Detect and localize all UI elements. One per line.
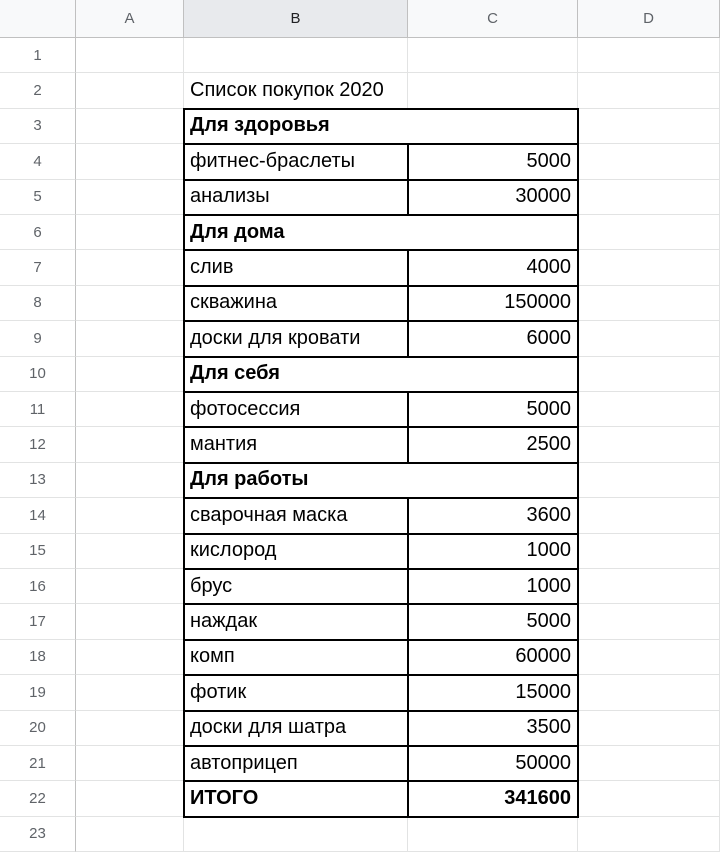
item-value-cell[interactable]: 4000 — [408, 250, 578, 285]
cell-d[interactable] — [578, 675, 720, 710]
cell-a[interactable] — [76, 604, 184, 639]
cell-d[interactable] — [578, 463, 720, 498]
column-header-b[interactable]: B — [184, 0, 408, 38]
cell-a[interactable] — [76, 38, 184, 73]
cell-a[interactable] — [76, 746, 184, 781]
select-all-corner[interactable] — [0, 0, 76, 38]
item-name-cell[interactable]: скважина — [184, 286, 408, 321]
item-name-cell[interactable]: доски для кровати — [184, 321, 408, 356]
item-value-cell[interactable]: 5000 — [408, 604, 578, 639]
row-header[interactable]: 7 — [0, 250, 76, 285]
cell-a[interactable] — [76, 73, 184, 108]
cell-a[interactable] — [76, 321, 184, 356]
cell-d[interactable] — [578, 817, 720, 852]
cell-a[interactable] — [76, 180, 184, 215]
cell-d[interactable] — [578, 604, 720, 639]
row-header[interactable]: 3 — [0, 109, 76, 144]
row-header[interactable]: 5 — [0, 180, 76, 215]
section-header-cell[interactable]: Для здоровья — [184, 109, 578, 144]
item-value-cell[interactable]: 5000 — [408, 392, 578, 427]
row-header[interactable]: 13 — [0, 463, 76, 498]
cell-c[interactable] — [408, 38, 578, 73]
cell-a[interactable] — [76, 781, 184, 816]
cell-d[interactable] — [578, 781, 720, 816]
column-header-a[interactable]: A — [76, 0, 184, 38]
list-title-cell[interactable]: Список покупок 2020 — [184, 73, 408, 108]
cell-a[interactable] — [76, 392, 184, 427]
item-value-cell[interactable]: 3600 — [408, 498, 578, 533]
cell-a[interactable] — [76, 569, 184, 604]
item-value-cell[interactable]: 50000 — [408, 746, 578, 781]
item-value-cell[interactable]: 6000 — [408, 321, 578, 356]
cell-d[interactable] — [578, 144, 720, 179]
cell-a[interactable] — [76, 711, 184, 746]
cell-d[interactable] — [578, 392, 720, 427]
row-header[interactable]: 4 — [0, 144, 76, 179]
item-name-cell[interactable]: анализы — [184, 180, 408, 215]
item-value-cell[interactable]: 30000 — [408, 180, 578, 215]
row-header[interactable]: 8 — [0, 286, 76, 321]
item-name-cell[interactable]: фитнес-браслеты — [184, 144, 408, 179]
item-name-cell[interactable]: комп — [184, 640, 408, 675]
cell-d[interactable] — [578, 746, 720, 781]
row-header[interactable]: 22 — [0, 781, 76, 816]
item-value-cell[interactable]: 1000 — [408, 569, 578, 604]
total-value-cell[interactable]: 341600 — [408, 781, 578, 816]
row-header[interactable]: 2 — [0, 73, 76, 108]
item-value-cell[interactable]: 15000 — [408, 675, 578, 710]
row-header[interactable]: 17 — [0, 604, 76, 639]
cell-d[interactable] — [578, 569, 720, 604]
row-header[interactable]: 9 — [0, 321, 76, 356]
cell-a[interactable] — [76, 286, 184, 321]
cell-d[interactable] — [578, 357, 720, 392]
item-value-cell[interactable]: 1000 — [408, 534, 578, 569]
item-name-cell[interactable]: брус — [184, 569, 408, 604]
row-header[interactable]: 6 — [0, 215, 76, 250]
row-header[interactable]: 23 — [0, 817, 76, 852]
item-name-cell[interactable]: мантия — [184, 427, 408, 462]
cell-d[interactable] — [578, 286, 720, 321]
item-value-cell[interactable]: 150000 — [408, 286, 578, 321]
cell-a[interactable] — [76, 498, 184, 533]
cell-d[interactable] — [578, 534, 720, 569]
cell-b[interactable] — [184, 817, 408, 852]
cell-d[interactable] — [578, 640, 720, 675]
cell-d[interactable] — [578, 38, 720, 73]
cell-b[interactable] — [184, 38, 408, 73]
cell-a[interactable] — [76, 427, 184, 462]
cell-d[interactable] — [578, 427, 720, 462]
item-name-cell[interactable]: фотосессия — [184, 392, 408, 427]
cell-a[interactable] — [76, 534, 184, 569]
cell-d[interactable] — [578, 321, 720, 356]
column-header-c[interactable]: C — [408, 0, 578, 38]
cell-a[interactable] — [76, 675, 184, 710]
cell-a[interactable] — [76, 357, 184, 392]
item-value-cell[interactable]: 60000 — [408, 640, 578, 675]
item-name-cell[interactable]: наждак — [184, 604, 408, 639]
section-header-cell[interactable]: Для работы — [184, 463, 578, 498]
cell-d[interactable] — [578, 73, 720, 108]
section-header-cell[interactable]: Для дома — [184, 215, 578, 250]
row-header[interactable]: 1 — [0, 38, 76, 73]
item-value-cell[interactable]: 2500 — [408, 427, 578, 462]
cell-d[interactable] — [578, 109, 720, 144]
cell-d[interactable] — [578, 180, 720, 215]
row-header[interactable]: 12 — [0, 427, 76, 462]
row-header[interactable]: 19 — [0, 675, 76, 710]
row-header[interactable]: 20 — [0, 711, 76, 746]
item-name-cell[interactable]: фотик — [184, 675, 408, 710]
cell-d[interactable] — [578, 215, 720, 250]
section-header-cell[interactable]: Для себя — [184, 357, 578, 392]
cell-a[interactable] — [76, 215, 184, 250]
cell-a[interactable] — [76, 144, 184, 179]
cell-a[interactable] — [76, 250, 184, 285]
cell-a[interactable] — [76, 463, 184, 498]
cell-a[interactable] — [76, 817, 184, 852]
row-header[interactable]: 15 — [0, 534, 76, 569]
column-header-d[interactable]: D — [578, 0, 720, 38]
cell-a[interactable] — [76, 640, 184, 675]
item-name-cell[interactable]: слив — [184, 250, 408, 285]
cell-d[interactable] — [578, 711, 720, 746]
cell-c[interactable] — [408, 817, 578, 852]
item-value-cell[interactable]: 3500 — [408, 711, 578, 746]
item-value-cell[interactable]: 5000 — [408, 144, 578, 179]
row-header[interactable]: 14 — [0, 498, 76, 533]
item-name-cell[interactable]: доски для шатра — [184, 711, 408, 746]
item-name-cell[interactable]: сварочная маска — [184, 498, 408, 533]
cell-d[interactable] — [578, 250, 720, 285]
cell-c[interactable] — [408, 73, 578, 108]
row-header[interactable]: 10 — [0, 357, 76, 392]
item-name-cell[interactable]: кислород — [184, 534, 408, 569]
total-label-cell[interactable]: ИТОГО — [184, 781, 408, 816]
row-header[interactable]: 16 — [0, 569, 76, 604]
row-header[interactable]: 18 — [0, 640, 76, 675]
cell-d[interactable] — [578, 498, 720, 533]
row-header[interactable]: 11 — [0, 392, 76, 427]
item-name-cell[interactable]: автоприцеп — [184, 746, 408, 781]
row-header[interactable]: 21 — [0, 746, 76, 781]
cell-a[interactable] — [76, 109, 184, 144]
